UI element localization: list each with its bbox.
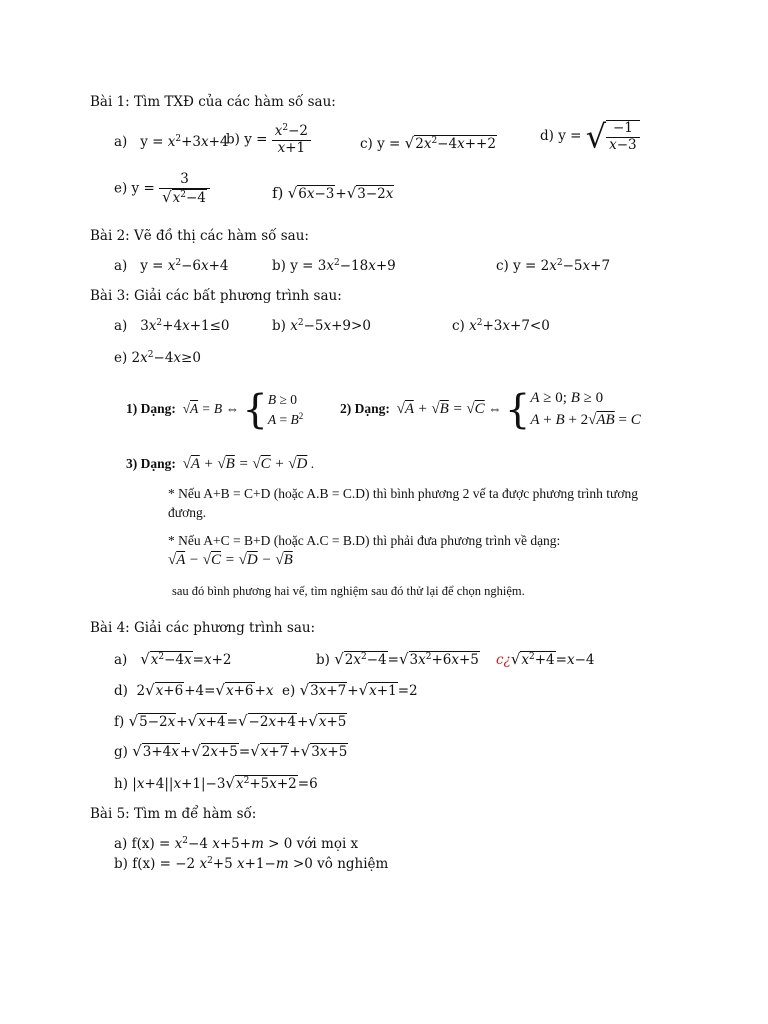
dang2-block: 2) Dạng: √A + √B = √C ⇔ {A ≥ 0; B ≥ 0 A + B + 2√AB = C xyxy=(340,386,641,433)
bai3-b: b) $x^2-5x+9>0$ xyxy=(272,318,371,334)
bai4-title: Bài 4: Giải các phương trình sau: xyxy=(90,620,316,636)
note1-line2: đương. xyxy=(168,505,207,520)
bai1-d: d) y = √ $\frac{-1}{x-3}$ xyxy=(540,120,640,153)
bai2-c: c) $y = 2x^2-5x+7$ xyxy=(496,258,611,274)
dang3-block: 3) Dạng: √A + √B = √C + √D . xyxy=(126,456,315,472)
bai3-c: c) $x^2+3x+7<0$ xyxy=(452,318,550,334)
bai4-c: $c¿√x^2+4=x-4$ xyxy=(496,650,595,668)
bai5-title: Bài 5: Tìm m để hàm số: xyxy=(90,806,257,822)
bai4-g: g) √3+4x+√2x+5=√x+7+√3x+5 xyxy=(114,742,348,760)
bai1-e: e) y = $\frac{3}{√x^2-4}$ xyxy=(114,172,210,206)
bai1-a: a) $y = x^2+3x+4$ xyxy=(114,134,229,150)
bai4-d-e: d) 2√x+6+4=√x+6+x e) √3x+7+√x+1=2 xyxy=(114,681,418,699)
bai5-a: a) $f(x) = x^2-4$ x+5+m > 0 với mọi x xyxy=(114,836,359,852)
note3: sau đó bình phương hai vế, tìm nghiệm sau đó thử lại để chọn nghiệm. xyxy=(172,584,525,598)
dang1-block: 1) Dạng: √A = B ⇔ {B ≥ 0 $A = B^2$ xyxy=(126,387,304,433)
bai2-title: Bài 2: Vẽ đồ thị các hàm số sau: xyxy=(90,228,309,244)
bai3-a: a) $3x^2+4x+1\le 0$ xyxy=(114,318,230,334)
bai3-e: e) $2x^2-4x\ge 0$ xyxy=(114,350,201,366)
bai3-title: Bài 3: Giải các bất phương trình sau: xyxy=(90,288,342,304)
bai4-h: h) $|x+4||x+1|-3√x^2+5x+2=6$ xyxy=(114,774,318,792)
bai1-f: f) √6x−3+√3−2x xyxy=(272,184,394,202)
bai4-a: a) $√x^2-4x=x+2$ xyxy=(114,650,232,668)
note1-line1: * Nếu A+B = C+D (hoặc A.B = C.D) thì bình phương 2 vế ta được phương trình tương xyxy=(168,486,638,501)
bai4-f: f) √5−2x+√x+4=√−2x+4+√x+5 xyxy=(114,712,347,730)
bai5-b: b) f(x) = −2 $x^2+5$ x+1−m >0 vô nghiệm xyxy=(114,856,389,872)
bai2-b: b) $y = 3x^2-18x+9$ xyxy=(272,258,396,274)
bai1-title: Bài 1: Tìm TXĐ của các hàm số sau: xyxy=(90,94,336,110)
bai1-c: c) $y = √2x^2-4x++2$ xyxy=(360,134,496,152)
note2-line1: * Nếu A+C = B+D (hoặc A.C = B.D) thì phải đưa phương trình về dạng: xyxy=(168,533,561,548)
bai1-b: b) y = $\frac{x^2-2}{x+1}$ xyxy=(226,124,311,156)
note2-formula: √A − √C = √D − √B xyxy=(168,552,293,568)
bai2-a: a) $y = x^2-6x+4$ xyxy=(114,258,229,274)
bai4-b: b) $√2x^2-4=√3x^2+6x+5$ xyxy=(316,650,479,668)
